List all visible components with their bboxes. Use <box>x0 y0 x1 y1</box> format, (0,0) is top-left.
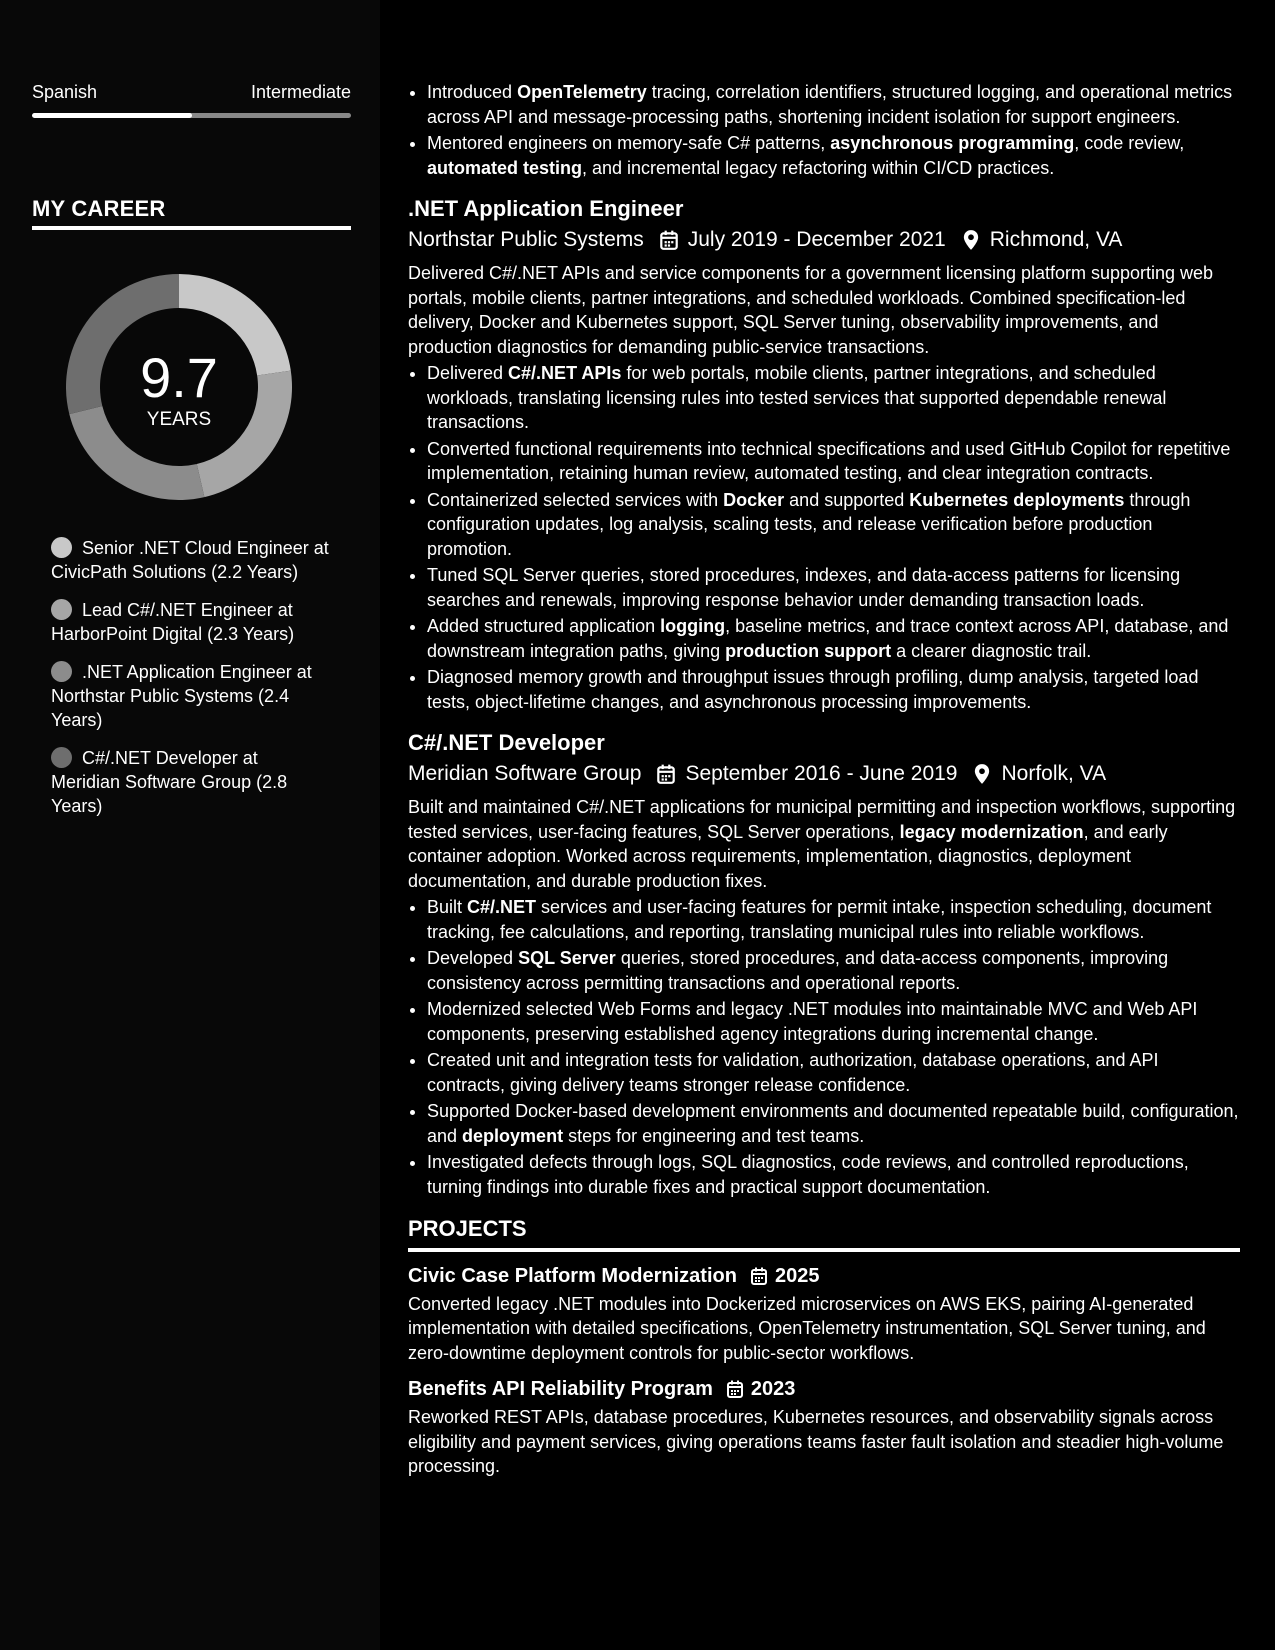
text-run: through configuration updates, log analysis, scaling tests, and release verification before production promotion. <box>427 489 1191 559</box>
career-total-value: 9.7 <box>140 346 218 409</box>
project-description: Converted legacy .NET modules into Dockerized microservices on AWS EKS, pairing AI-generated implementation with detailed specifications, OpenTelemetry instrumentation, SQL Server tuning, and zero-downtime deployment controls for public-sector workflows. <box>408 1293 1206 1363</box>
text-run: Developed <box>427 948 519 968</box>
job-location: Norfolk, VA <box>1001 762 1107 785</box>
career-legend <box>51 536 331 832</box>
text-run: , code review, <box>1074 133 1185 153</box>
job-summary <box>408 795 1240 893</box>
career-heading-rule <box>32 226 351 230</box>
job-dates: July 2019 - December 2021 <box>687 228 946 251</box>
text-run: , and incremental legacy refactoring within CI/CD practices. <box>582 157 1055 178</box>
job-location: Richmond, VA <box>989 228 1123 251</box>
bullet-item <box>427 946 1240 995</box>
text-run: Diagnosed memory growth and throughput issues through profiling, dump analysis, targeted load tests, object-lifetime changes, and asynchronous processing improvements. <box>427 667 1199 712</box>
job-title: .NET Application Engineer <box>408 196 684 221</box>
experience-list <box>408 194 1240 1199</box>
project-title: Benefits API Reliability Program <box>408 1378 713 1400</box>
job-company: Northstar Public Systems <box>408 228 644 251</box>
bullet-item <box>427 614 1240 663</box>
job-meta <box>408 759 1240 789</box>
language-level: Intermediate <box>250 82 351 102</box>
legend-dot-icon <box>51 661 72 682</box>
project-title: Civic Case Platform Modernization <box>408 1264 737 1287</box>
text-run: Introduced <box>427 82 518 102</box>
bullet-item <box>427 1048 1240 1097</box>
bold-keyword: SQL Server <box>518 948 616 968</box>
text-run: Converted functional requirements into technical specifications and used GitHub Copilot for repetitive implementation, retaining human review, automated testing, and clear integration contracts. <box>427 438 1231 483</box>
bullet-item <box>427 895 1240 944</box>
bold-keyword: production support <box>725 640 892 661</box>
language-name: Spanish <box>32 82 98 102</box>
job-dates: September 2016 - June 2019 <box>685 762 958 785</box>
career-legend-item <box>51 746 331 818</box>
bold-keyword: logging <box>660 616 726 636</box>
text-run: and supported <box>784 489 910 510</box>
text-run: for web portals, mobile clients, partner integrations, and scheduled workloads, translating licensing rules into tested services that supported dependable renewal transactions. <box>427 363 1167 432</box>
career-legend-item <box>51 536 331 584</box>
projects-heading-rule <box>408 1248 1240 1252</box>
text-run: queries, stored procedures, and data-access components, improving consistency across permitting transactions and operational reports. <box>427 948 1169 993</box>
project-entry <box>408 1375 1240 1479</box>
bullet-item <box>427 488 1240 562</box>
project-entry <box>408 1262 1240 1366</box>
bold-keyword: asynchronous programming <box>830 133 1075 153</box>
project-list <box>408 1262 1240 1479</box>
text-run: Containerized selected services with <box>427 489 724 510</box>
project-year: 2023 <box>750 1378 796 1400</box>
bullet-item <box>427 1099 1240 1148</box>
bold-keyword: Kubernetes deployments <box>909 489 1125 510</box>
text-run: , baseline metrics, and trace context across API, database, and downstream integration paths, giving <box>427 616 1229 661</box>
job-summary <box>408 261 1240 359</box>
projects-heading: PROJECTS <box>408 1216 527 1241</box>
text-run: Tuned SQL Server queries, stored procedures, indexes, and data-access patterns for licensing searches and renewals, improving response behavior under demanding transaction loads. <box>427 565 1181 610</box>
calendar-icon <box>655 763 677 785</box>
text-run: Supported Docker-based development environments and documented repeatable build, configuration, and <box>427 1101 1239 1146</box>
text-run: steps for engineering and test teams. <box>563 1125 865 1146</box>
bullet-item <box>427 437 1240 486</box>
career-legend-label: Lead C#/.NET Engineer at HarborPoint Digital (2.3 Years) <box>51 600 295 644</box>
location-pin-icon <box>960 229 982 251</box>
text-run: Built and maintained C#/.NET applications for municipal permitting and inspection workflows, supporting tested services, user-facing features, SQL Server operations, <box>408 797 1236 842</box>
job-entry <box>408 194 1240 714</box>
career-legend-item <box>51 598 331 646</box>
language-proficiency-fill <box>32 113 192 118</box>
bullet-item <box>427 997 1240 1046</box>
text-run: Delivered <box>427 363 509 383</box>
career-legend-label: C#/.NET Developer at Meridian Software Group (2.8 Years) <box>51 748 288 816</box>
job-bullet-list <box>408 361 1240 714</box>
text-run: , and early container adoption. Worked across requirements, implementation, diagnostics, deployment documentation, and durable production fixes. <box>408 821 1168 891</box>
legend-dot-icon <box>51 747 72 768</box>
legend-dot-icon <box>51 599 72 620</box>
text-run: Modernized selected Web Forms and legacy .NET modules into maintainable MVC and Web API components, preserving established agency integrations during incremental change. <box>427 999 1198 1044</box>
language-row <box>32 82 351 103</box>
job-company: Meridian Software Group <box>408 762 642 785</box>
bullet-item <box>427 361 1240 435</box>
bullet-item <box>427 563 1240 612</box>
career-legend-label: Senior .NET Cloud Engineer at CivicPath Solutions (2.2 Years) <box>51 538 329 582</box>
sidebar <box>0 0 380 1650</box>
resume-content <box>408 80 1240 1489</box>
bullet-item <box>427 80 1240 129</box>
project-year: 2025 <box>774 1264 820 1287</box>
calendar-icon <box>749 1266 769 1286</box>
job-bullet-list <box>408 895 1240 1199</box>
job-title: C#/.NET Developer <box>408 730 605 755</box>
text-run: Built <box>427 897 468 917</box>
calendar-icon <box>725 1379 745 1399</box>
text-run: Created unit and integration tests for validation, authorization, database operations, and API contracts, giving delivery teams stronger release confidence. <box>427 1050 1159 1095</box>
bullet-item <box>427 131 1240 180</box>
bold-keyword: legacy modernization <box>899 821 1084 842</box>
text-run: Added structured application <box>427 616 661 636</box>
career-legend-item <box>51 660 331 732</box>
project-header <box>408 1375 1240 1403</box>
calendar-icon <box>658 229 680 251</box>
bold-keyword: automated testing <box>427 157 583 178</box>
bold-keyword: Docker <box>723 489 785 510</box>
text-run: Investigated defects through logs, SQL diagnostics, code reviews, and controlled reproductions, turning findings into durable fixes and practical support documentation. <box>427 1152 1189 1197</box>
location-pin-icon <box>971 763 993 785</box>
project-description: Reworked REST APIs, database procedures, Kubernetes resources, and observability signals across eligibility and payment services, giving operations teams faster fault isolation and steadier high-volume processing. <box>408 1407 1224 1476</box>
bold-keyword: deployment <box>462 1125 564 1146</box>
text-run: Mentored engineers on memory-safe C# patterns, <box>427 133 831 153</box>
career-total-unit: YEARS <box>146 409 212 430</box>
text-run: Delivered C#/.NET APIs and service components for a government licensing platform supporting web portals, mobile clients, partner integrations, and scheduled workloads. Combined specification-led delivery, Docker and Kubernetes support, SQL Server tuning, observability improvements, and production diagnostics for demanding public-service transactions. <box>408 263 1214 357</box>
job-meta <box>408 225 1240 255</box>
bold-keyword: C#/.NET APIs <box>508 363 622 383</box>
intro-bullet-list <box>408 80 1240 180</box>
legend-dot-icon <box>51 537 72 558</box>
career-legend-label: .NET Application Engineer at Northstar Public Systems (2.4 Years) <box>51 662 312 730</box>
text-run: a clearer diagnostic trail. <box>891 640 1092 661</box>
text-run: tracing, correlation identifiers, structured logging, and operational metrics across API and message-processing paths, shortening incident isolation for support engineers. <box>427 82 1233 127</box>
bullet-item <box>427 1150 1240 1199</box>
career-heading: MY CAREER <box>32 196 166 221</box>
bold-keyword: C#/.NET <box>467 897 537 917</box>
job-entry <box>408 728 1240 1199</box>
bullet-item <box>427 665 1240 714</box>
bold-keyword: OpenTelemetry <box>517 82 647 102</box>
project-header <box>408 1262 1240 1290</box>
text-run: services and user-facing features for permit intake, inspection scheduling, document tracking, fee calculations, and reporting, translating municipal rules into reliable workflows. <box>427 897 1212 942</box>
language-proficiency-bar <box>32 113 351 118</box>
